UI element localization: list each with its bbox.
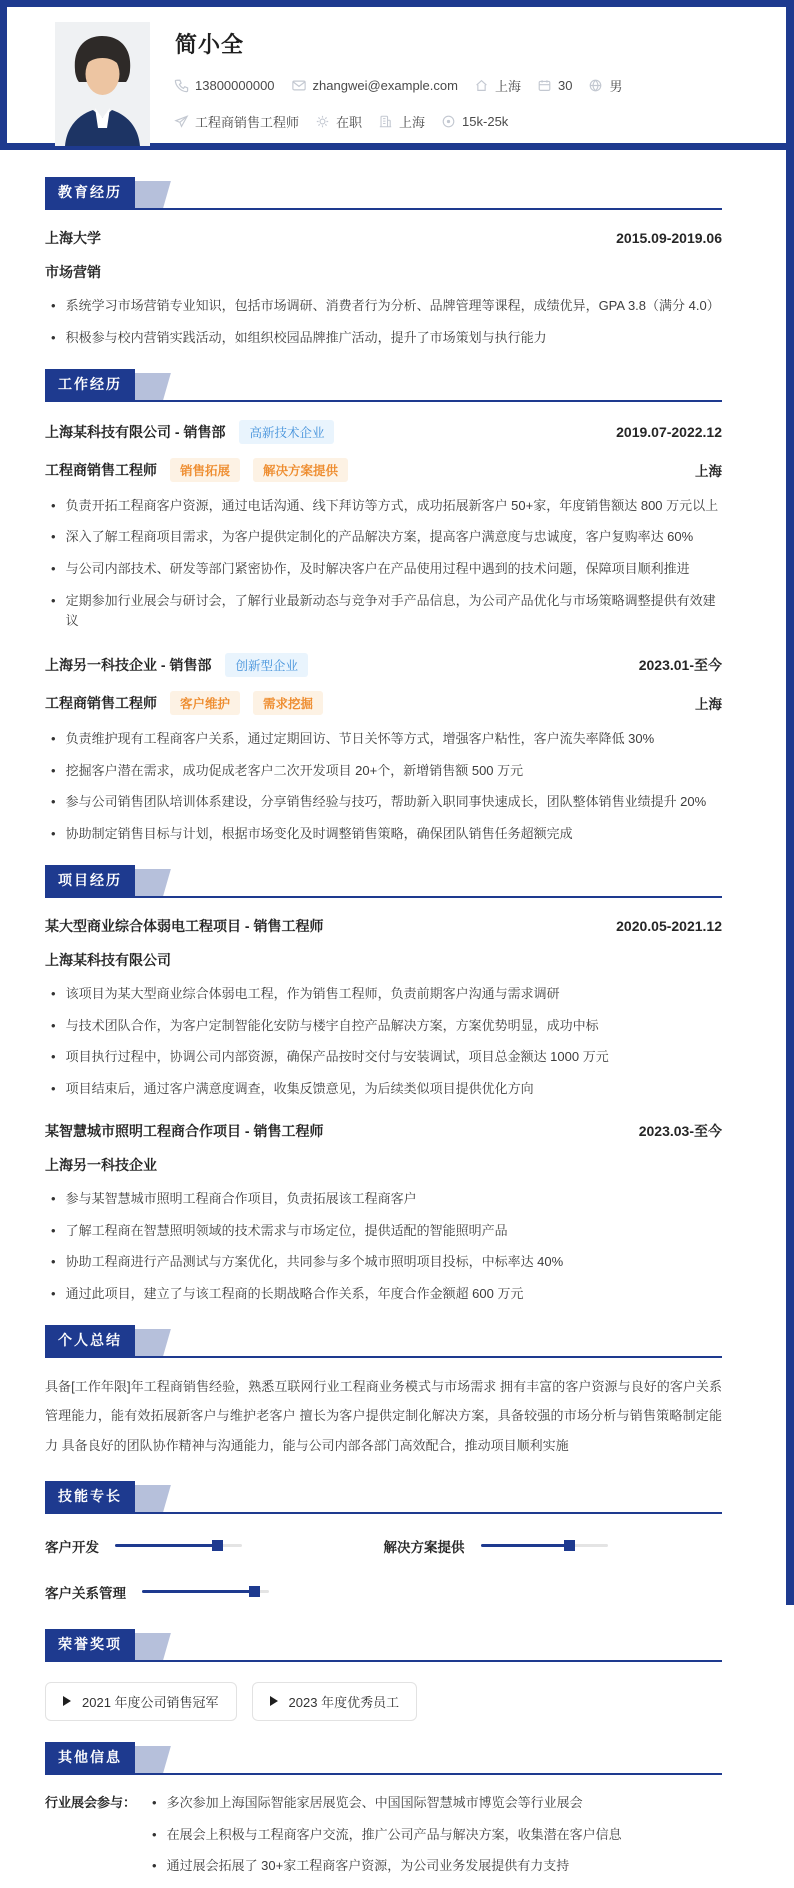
section-other-head: [45, 1748, 722, 1775]
contact-gender: [589, 76, 622, 95]
skill-slider-handle: [212, 1540, 223, 1551]
age-icon: [538, 79, 551, 92]
project-org: 上海某科技有限公司: [45, 952, 171, 969]
profile-photo-image: [55, 22, 150, 146]
school-name: 上海大学: [45, 230, 101, 246]
contact-salary-text: 15k-25k: [462, 114, 509, 129]
work-location: 上海: [695, 463, 722, 479]
skill-name: 客户开发: [45, 1539, 99, 1555]
contact-position-text: 工程商销售工程师: [195, 115, 300, 130]
other-info-row: [45, 1793, 722, 1888]
section-work-body: [45, 402, 722, 844]
bullet-item: • 深入了解工程商项目需求，为客户提供定制化的产品解决方案，提高客户满意度与忠诚度，客户复购率达 60%: [45, 527, 722, 547]
skill-slider: [481, 1544, 608, 1547]
gender-icon: [589, 79, 602, 92]
work-entry-company-row: [45, 653, 722, 677]
project-org-row: [45, 950, 722, 970]
contact-status: [316, 112, 362, 131]
triangle-right-icon: [270, 1696, 278, 1706]
contact-age: [538, 78, 572, 93]
skill-slider: [142, 1590, 269, 1593]
bullet-item: • 项目结束后，通过客户满意度调查，收集反馈意见，为后续类似项目提供优化方向: [45, 1079, 722, 1099]
section-summary-head: [45, 1331, 722, 1358]
bullet-item: • 在展会上积极与工程商客户交流，推广公司产品与解决方案，收集潜在客户信息: [146, 1825, 722, 1845]
profile-photo: [55, 22, 150, 146]
bullet-item: • 多次参加上海国际智能家居展览会、中国国际智慧城市博览会等行业展会: [146, 1793, 722, 1813]
summary-text: 具备[工作年限]年工程商销售经验，熟悉互联网行业工程商业务模式与市场需求 拥有丰富的客户资源与良好的客户关系管理能力，能有效拓展新客户与维护老客户 擅长为客户提供定制化解决方案，具备较强的市场分析与销售策略制定能力 具备良好的团队协作精神与沟通能力，能与公司内部各部门高效配合，推动项目顺利实施: [45, 1379, 722, 1453]
bullet-item: • 定期参加行业展会与研讨会，了解行业最新动态与竞争对手产品信息，为公司产品优化与市场策略调整提供有效建议: [45, 591, 722, 631]
section-education-title: 教育经历: [45, 177, 135, 208]
section-honors-head: [45, 1635, 722, 1662]
section-honors: [45, 1635, 722, 1721]
honor-text: 2023 年度优秀员工: [288, 1694, 400, 1710]
header-info: [150, 22, 639, 143]
bullet-item: • 协助制定销售目标与计划，根据市场变化及时调整销售策略，确保团队销售任务超额完成: [45, 824, 722, 844]
role-name: 工程商销售工程师: [45, 694, 157, 711]
project-title-row: [45, 916, 722, 936]
bullet-item: • 参与公司销售团队培训体系建设，分享销售经验与技巧，帮助新入职同事快速成长，团队整体销售业绩提升 20%: [45, 792, 722, 812]
contact-home-city-text: 上海: [494, 79, 521, 94]
work-entry: [45, 420, 722, 631]
project-date: 2023.03-至今: [638, 1123, 722, 1140]
contact-gender-text: 男: [609, 79, 623, 94]
contact-position: [175, 112, 299, 131]
section-work-title: 工作经历: [45, 369, 135, 400]
scrollbar[interactable]: [786, 0, 794, 1605]
contact-phone: [175, 78, 275, 93]
section-projects-body: [45, 898, 722, 1304]
bullet-item: • 积极参与校内营销实践活动，如组织校园品牌推广活动，提升了市场策划与执行能力: [45, 328, 722, 348]
skill-item: [45, 1536, 384, 1556]
skill-slider-fill: [142, 1590, 254, 1593]
section-projects-title: 项目经历: [45, 865, 135, 896]
bullet-item: • 通过此项目，建立了与该工程商的长期战略合作关系，年度合作金额超 600 万元: [45, 1284, 722, 1304]
project-name: 某智慧城市照明工程商合作项目 - 销售工程师: [45, 1123, 324, 1140]
contact-work-city-text: 上海: [399, 115, 426, 130]
project-date: 2020.05-2021.12: [616, 918, 722, 935]
role-tag: 客户维护: [170, 691, 240, 715]
section-other: [45, 1748, 722, 1888]
project-org: 上海另一科技企业: [45, 1157, 157, 1174]
work-bullets: [45, 729, 722, 844]
company-tag: 创新型企业: [225, 653, 308, 677]
email-icon: [292, 79, 306, 92]
role-name: 工程商销售工程师: [45, 461, 157, 478]
skill-slider-fill: [481, 1544, 570, 1547]
work-date: 2019.07-2022.12: [616, 423, 722, 440]
work-bullets: [45, 496, 722, 631]
bullet-item: • 负责维护现有工程商客户关系，通过定期回访、节日关怀等方式，增强客户粘性，客户流失率降低 30%: [45, 729, 722, 749]
bullet-item: • 与公司内部技术、研发等部门紧密协作，及时解决客户在产品使用过程中遇到的技术问题，保障项目顺利推进: [45, 559, 722, 579]
status-icon: [316, 115, 329, 128]
section-education-body: [45, 210, 722, 348]
contact-phone-text: 13800000000: [195, 78, 275, 93]
skill-item: [45, 1582, 384, 1602]
section-projects: [45, 871, 722, 1304]
contact-status-text: 在职: [336, 115, 363, 130]
honor-chip: [45, 1682, 237, 1721]
project-entry: [45, 1121, 722, 1304]
section-projects-head: [45, 871, 722, 898]
company-name: 上海另一科技企业 - 销售部: [45, 656, 212, 673]
section-work: [45, 375, 722, 844]
bullet-item: • 该项目为某大型商业综合体弱电工程，作为销售工程师，负责前期客户沟通与需求调研: [45, 984, 722, 1004]
project-name: 某大型商业综合体弱电工程项目 - 销售工程师: [45, 918, 324, 935]
work-entry: [45, 653, 722, 844]
city-icon: [379, 115, 392, 128]
education-date: 2015.09-2019.06: [616, 230, 722, 246]
contact-age-text: 30: [557, 78, 573, 93]
bullet-item: • 了解工程商在智慧照明领域的技术需求与市场定位，提供适配的智能照明产品: [45, 1221, 722, 1241]
skill-slider-fill: [115, 1544, 217, 1547]
bullet-item: • 通过展会拓展了 30+家工程商客户资源，为公司业务发展提供有力支持: [146, 1856, 722, 1876]
contact-email-text: zhangwei@example.com: [312, 78, 458, 93]
section-work-head: [45, 375, 722, 402]
skill-slider-handle: [249, 1586, 260, 1597]
contact-salary: [442, 114, 508, 129]
education-bullets: [45, 296, 722, 348]
project-bullets: [45, 1189, 722, 1304]
section-skills: [45, 1487, 722, 1608]
role-tag: 解决方案提供: [253, 458, 348, 482]
skills-list: [45, 1536, 722, 1608]
candidate-name: 简小全: [175, 32, 245, 57]
bullet-item: • 协助工程商进行产品测试与方案优化，共同参与多个城市照明项目投标，中标率达 40%: [45, 1252, 722, 1272]
contact-row-1: [175, 76, 639, 95]
contact-home-city: [475, 76, 521, 95]
education-major-row: [45, 262, 722, 282]
other-info-bullets: [146, 1793, 722, 1888]
project-org-row: [45, 1155, 722, 1175]
skill-slider: [115, 1544, 242, 1547]
honor-text: 2021 年度公司销售冠军: [82, 1694, 219, 1710]
role-tag: 销售拓展: [170, 458, 240, 482]
skill-item: [384, 1536, 723, 1556]
skill-slider-handle: [564, 1540, 575, 1551]
education-major: 市场营销: [45, 264, 101, 280]
project-bullets: [45, 984, 722, 1099]
contact-work-city: [379, 112, 425, 131]
honors-list: [45, 1682, 722, 1721]
section-honors-title: 荣誉奖项: [45, 1629, 135, 1660]
work-entry-role-row: [45, 458, 722, 482]
project-entry: [45, 916, 722, 1099]
honor-chip: [252, 1682, 418, 1721]
section-education: [45, 183, 722, 348]
phone-icon: [175, 79, 188, 92]
section-summary-title: 个人总结: [45, 1325, 135, 1356]
contact-row-2: [175, 112, 639, 131]
work-entry-company-row: [45, 420, 722, 444]
bullet-item: • 项目执行过程中，协调公司内部资源，确保产品按时交付与安装调试，项目总金额达 1000 万元: [45, 1047, 722, 1067]
company-tag: 高新技术企业: [239, 420, 334, 444]
work-location: 上海: [695, 696, 722, 712]
contact-email: [292, 78, 458, 93]
other-info-label: 行业展会参与：: [45, 1794, 137, 1810]
section-skills-head: [45, 1487, 722, 1514]
education-entry-header: [45, 228, 722, 248]
bullet-item: • 系统学习市场营销专业知识，包括市场调研、消费者行为分析、品牌管理等课程，成绩优异，GPA 3.8（满分 4.0）: [45, 296, 722, 316]
triangle-right-icon: [63, 1696, 71, 1706]
section-education-head: [45, 183, 722, 210]
bullet-item: • 挖掘客户潜在需求，成功促成老客户二次开发项目 20+个，新增销售额 500 万元: [45, 761, 722, 781]
salary-icon: [442, 115, 455, 128]
bullet-item: • 负责开拓工程商客户资源，通过电话沟通、线下拜访等方式，成功拓展新客户 50+家，年度销售额达 800 万元以上: [45, 496, 722, 516]
skill-name: 解决方案提供: [383, 1539, 465, 1555]
work-entry-role-row: [45, 691, 722, 715]
resume-header: [0, 0, 794, 143]
section-summary: [45, 1331, 722, 1460]
role-tag: 需求挖掘: [253, 691, 323, 715]
skill-name: 客户关系管理: [45, 1585, 126, 1601]
position-icon: [175, 115, 188, 128]
resume-content: [0, 150, 794, 1888]
project-title-row: [45, 1121, 722, 1141]
home-icon: [475, 79, 488, 92]
section-other-title: 其他信息: [45, 1742, 135, 1773]
bullet-item: • 参与某智慧城市照明工程商合作项目，负责拓展该工程商客户: [45, 1189, 722, 1209]
work-date: 2023.01-至今: [638, 656, 722, 673]
section-skills-title: 技能专长: [45, 1481, 135, 1512]
bullet-item: • 与技术团队合作，为客户定制智能化安防与楼宇自控产品解决方案，方案优势明显，成功中标: [45, 1016, 722, 1036]
company-name: 上海某科技有限公司 - 销售部: [45, 423, 226, 440]
